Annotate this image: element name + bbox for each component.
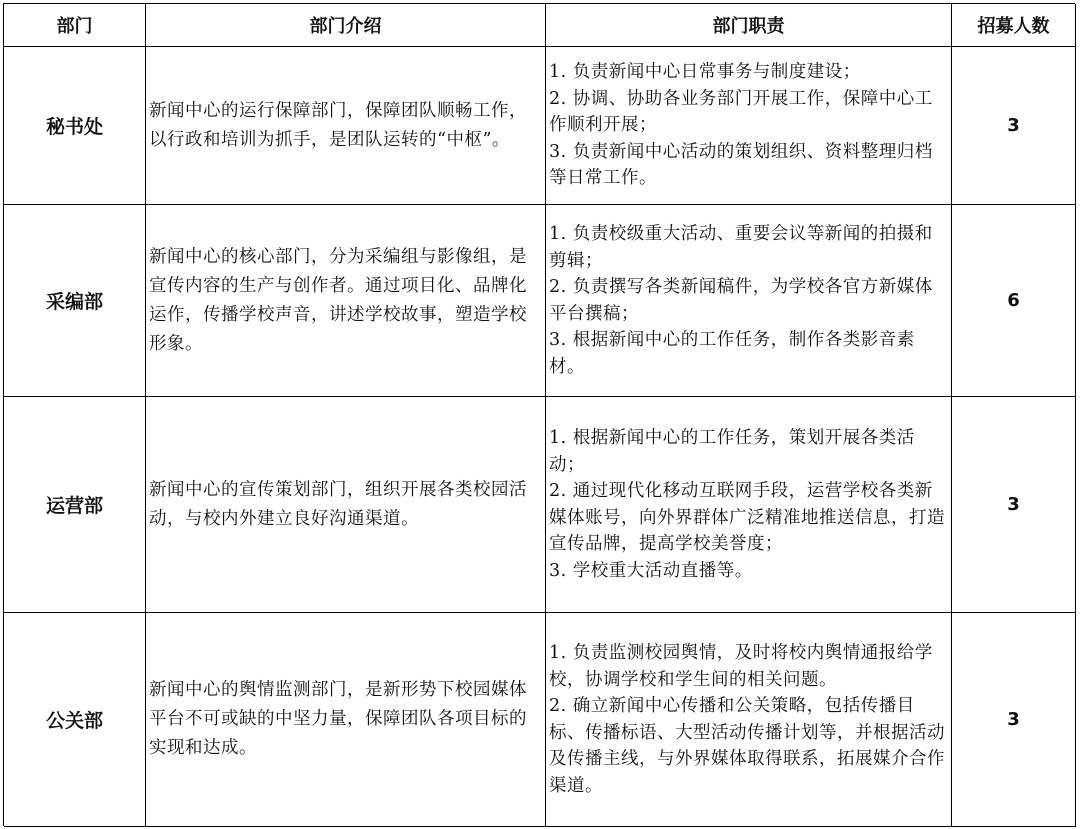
recruit-count: 3 [952,47,1076,205]
recruit-count: 3 [952,397,1076,613]
department-name: 秘书处 [4,47,146,205]
duty-item: 3. 学校重大活动直播等。 [549,560,753,581]
duty-item: 2. 协调、协助各业务部门开展工作，保障中心工作顺利开展； [549,88,933,136]
department-intro: 新闻中心的宣传策划部门，组织开展各类校园活动，与校内外建立良好沟通渠道。 [146,397,546,613]
department-name: 公关部 [4,613,146,827]
duty-item: 1. 负责校级重大活动、重要会议等新闻的拍摄和剪辑； [549,224,933,271]
recruitment-table [3,3,1075,826]
duty-item: 1. 负责监测校园舆情，及时将校内舆情通报给学校，协调学校和学生间的相关问题。 [549,643,933,690]
duty-item: 1. 负责新闻中心日常事务与制度建设； [549,62,861,83]
department-intro: 新闻中心的核心部门，分为采编组与影像组，是宣传内容的生产与创作者。通过项目化、品牌化运作，传播学校声音，讲述学校故事，塑造学校形象。 [146,205,546,397]
department-intro: 新闻中心的运行保障部门，保障团队顺畅工作，以行政和培训为抓手，是团队运转的“中枢”。 [146,47,546,205]
duty-item: 3. 负责新闻中心活动的策划组织、资料整理归档等日常工作。 [549,141,933,189]
duty-item: 1. 根据新闻中心的工作任务，策划开展各类活动； [549,428,915,475]
header-intro: 部门介绍 [146,4,546,47]
department-duties [546,205,952,397]
header-count: 招募人数 [952,4,1076,47]
duty-item: 3. 根据新闻中心的工作任务，制作各类影音素材。 [549,330,915,377]
department-duties [546,613,952,827]
department-name: 运营部 [4,397,146,613]
department-duties [546,397,952,613]
duty-item: 2. 确立新闻中心传播和公关策略，包括传播目标、传播标语、大型活动传播计划等，并根据活动及传播主线，与外界媒体取得联系，拓展媒介合作渠道。 [549,696,945,796]
department-intro: 新闻中心的舆情监测部门，是新形势下校园媒体平台不可或缺的中坚力量，保障团队各项目标的实现和达成。 [146,613,546,827]
duty-item: 2. 负责撰写各类新闻稿件，为学校各官方新媒体平台撰稿； [549,277,933,324]
header-department: 部门 [4,4,146,47]
header-duties: 部门职责 [546,4,952,47]
recruit-count: 3 [952,613,1076,827]
recruit-count: 6 [952,205,1076,397]
duty-item: 2. 通过现代化移动互联网手段，运营学校各类新媒体账号，向外界群体广泛精准地推送信息，打造宣传品牌，提高学校美誉度； [549,481,945,554]
department-duties [546,47,952,205]
department-name: 采编部 [4,205,146,397]
